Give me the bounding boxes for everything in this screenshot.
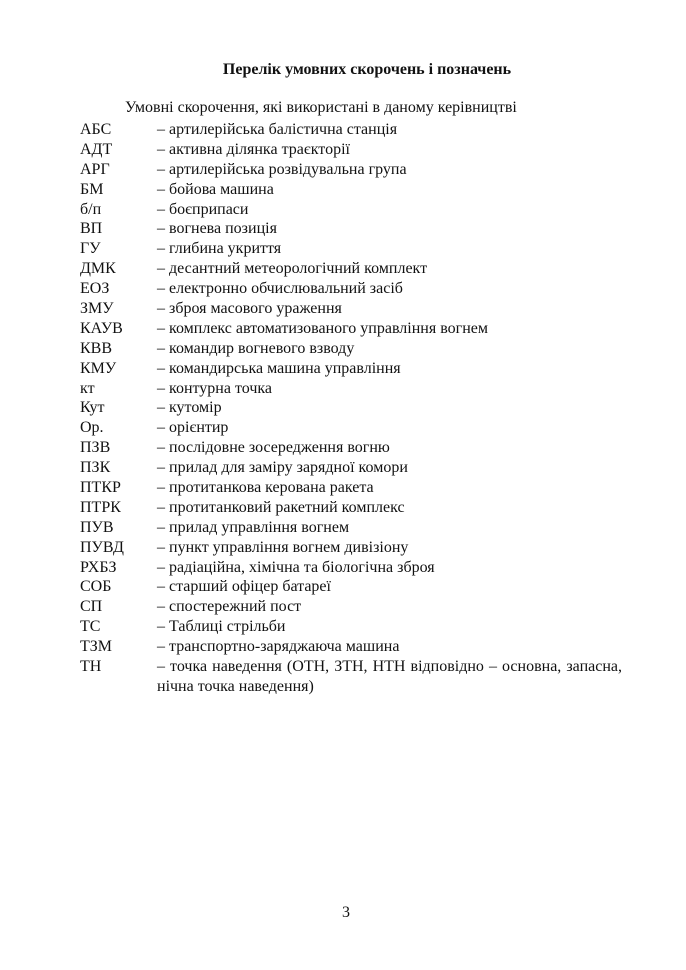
abbreviation-definition: – радіаційна, хімічна та біологічна зброя [157,558,435,576]
abbreviation: ПУВД [80,538,124,556]
abbreviation-definition: – глибина укриття [157,240,282,258]
abbreviation-row [80,657,640,697]
abbreviation-row [80,518,640,538]
abbreviation-definition: – командирська машина управління [157,359,401,377]
abbreviation: АБС [80,121,112,138]
abbreviation-definition: – спостережний пост [157,598,302,616]
page-title: Перелік умовних скорочень і позначень [222,61,512,78]
abbreviation-definition: – прилад управління вогнем [157,518,350,536]
abbreviation-row [80,498,640,518]
abbreviation-row [80,398,640,418]
abbreviation: ГУ [80,240,101,258]
abbreviation-row [80,140,640,160]
abbreviation-row [80,379,640,399]
abbreviation-row [80,339,640,359]
abbreviation: Ор. [80,419,104,437]
abbreviation: КМУ [80,359,117,377]
abbreviation: ЗМУ [80,300,114,318]
abbreviation: АРГ [80,160,110,178]
abbreviation: ТС [80,618,101,636]
abbreviation-row [80,200,640,220]
abbreviation-row [80,319,640,339]
abbreviation-row [80,239,640,259]
abbreviation-definition: – протитанковий ракетний комплекс [157,498,405,516]
abbreviation-definition: – протитанкова керована ракета [157,479,374,497]
abbreviation-row [80,637,640,657]
abbreviation-row [80,299,640,319]
abbreviation-row [80,458,640,478]
abbreviation-row [80,577,640,597]
abbreviation: ЕОЗ [80,280,110,298]
abbreviation-row [80,597,640,617]
abbreviation: СП [80,598,103,616]
abbreviation-row [80,120,640,140]
abbreviation-definition: – командир вогневого взводу [157,339,355,357]
abbreviation: КВВ [80,339,113,357]
abbreviation-definition: – транспортно-заряджаюча машина [157,638,400,656]
abbreviation-row [80,438,640,458]
abbreviation-definition: – старший офіцер батареї [157,578,331,596]
abbreviation-definition: – зброя масового ураження [157,300,342,318]
abbreviation-list [80,120,640,697]
abbreviation-definition: – орієнтир [157,419,229,437]
abbreviation-definition: – десантний метеорологічний комплект [157,260,428,278]
abbreviation-row [80,180,640,200]
abbreviation-row [80,418,640,438]
abbreviation-row [80,259,640,279]
section-subtitle: Умовні скорочення, які використані в даному керівництві [125,99,517,116]
abbreviation: ПТКР [80,479,121,497]
abbreviation-definition: – пункт управління вогнем дивізіону [157,538,409,556]
abbreviation-definition: – електронно обчислювальний засіб [157,280,403,298]
abbreviation: КАУВ [80,319,123,337]
page-number: 3 [342,904,350,921]
abbreviation: ВП [80,220,103,238]
abbreviation-definition: – послідовне зосередження вогню [157,439,390,457]
abbreviation: СОБ [80,578,112,596]
abbreviation: БМ [80,180,104,198]
abbreviation-row [80,478,640,498]
abbreviation-row [80,538,640,558]
abbreviation: ПТРК [80,498,121,516]
abbreviation: РХБЗ [80,558,117,576]
abbreviation-definition: – кутомір [157,399,222,417]
abbreviation: ПУВ [80,518,114,536]
abbreviation-definition: – бойова машина [157,180,274,198]
abbreviation-definition: – контурна точка [157,379,273,397]
abbreviation-row [80,359,640,379]
abbreviation: ТЗМ [80,638,113,656]
abbreviation-row [80,160,640,180]
abbreviation-definition: – активна ділянка траєкторії [157,140,350,158]
abbreviation-definition: – прилад для заміру зарядної комори [157,459,408,477]
abbreviation-definition: – комплекс автоматизованого управління вогнем [157,319,489,337]
abbreviation: АДТ [80,140,113,158]
abbreviation-definition: – вогнева позиція [157,220,277,238]
abbreviation: ДМК [80,260,116,278]
abbreviation: ПЗК [80,459,111,477]
abbreviation-definition: – артилерійська балістична станція [157,121,398,138]
abbreviation-row [80,558,640,578]
abbreviation-row [80,279,640,299]
abbreviation-row [80,219,640,239]
abbreviation-definition: – боєприпаси [157,200,249,218]
abbreviation: ПЗВ [80,439,111,457]
abbreviation: б/п [80,200,102,218]
abbreviation: кт [80,379,95,397]
abbreviation: ТН [80,658,102,676]
abbreviation: Кут [80,399,105,417]
abbreviation-definition: – Таблиці стрільби [157,618,286,636]
abbreviation-definition: – артилерійська розвідувальна група [157,160,407,178]
abbreviation-row [80,617,640,637]
abbreviation-definition: – точка наведення (ОТН, ЗТН, НТН відповідно – основна, запасна, нічна точка наведення) [157,658,622,696]
